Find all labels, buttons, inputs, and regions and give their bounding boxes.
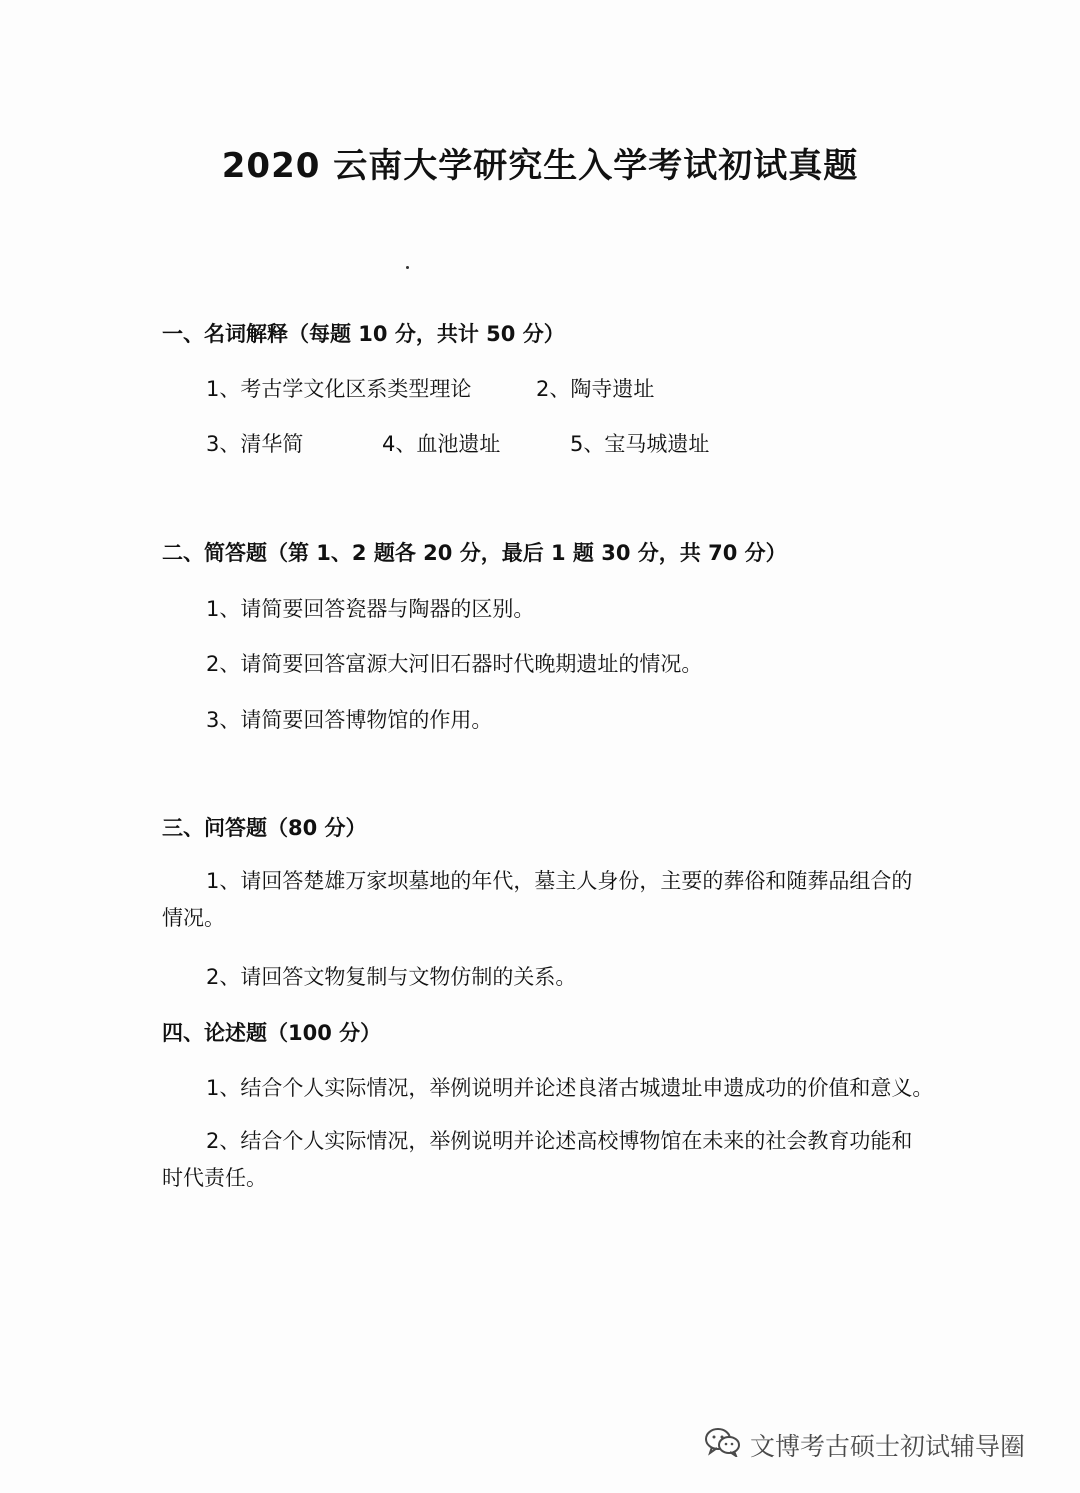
question-item-1: 1、请回答楚雄万家坝墓地的年代，墓主人身份，主要的葬俗和随葬品组合的情况。 [162, 869, 913, 930]
term-item-5: 5、宝马城遗址 [570, 432, 710, 456]
section-heading-2: 二、简答题（第 1、2 题各 20 分，最后 1 题 30 分，共 70 分） [162, 541, 787, 565]
section-heading-1: 一、名词解释（每题 10 分，共计 50 分） [162, 322, 565, 346]
section-heading-4: 四、论述题（100 分） [162, 1021, 382, 1045]
term-item-2: 2、陶寺遗址 [536, 377, 655, 401]
essay-item-2: 2、结合个人实际情况，举例说明并论述高校博物馆在未来的社会教育功能和时代责任。 [162, 1129, 913, 1190]
term-item-1: 1、考古学文化区系类型理论 [206, 377, 472, 401]
section-heading-3: 三、问答题（80 分） [162, 816, 367, 840]
wechat-icon [704, 1427, 742, 1463]
term-item-3: 3、清华简 [206, 432, 304, 456]
short-answer-item-1: 1、请简要回答瓷器与陶器的区别。 [206, 597, 535, 621]
stray-dot [406, 266, 409, 269]
watermark-text: 文博考古硕士初试辅导圈 [750, 1432, 1026, 1461]
page-title: 2020 云南大学研究生入学考试初试真题 [221, 146, 859, 186]
term-item-4: 4、血池遗址 [382, 432, 501, 456]
essay-item-1: 1、结合个人实际情况，举例说明并论述良渚古城遗址申遗成功的价值和意义。 [206, 1076, 934, 1100]
short-answer-item-3: 3、请简要回答博物馆的作用。 [206, 708, 493, 732]
short-answer-item-2: 2、请简要回答富源大河旧石器时代晚期遗址的情况。 [206, 652, 703, 676]
watermark [704, 1427, 1025, 1463]
question-item-2: 2、请回答文物复制与文物仿制的关系。 [206, 965, 577, 989]
